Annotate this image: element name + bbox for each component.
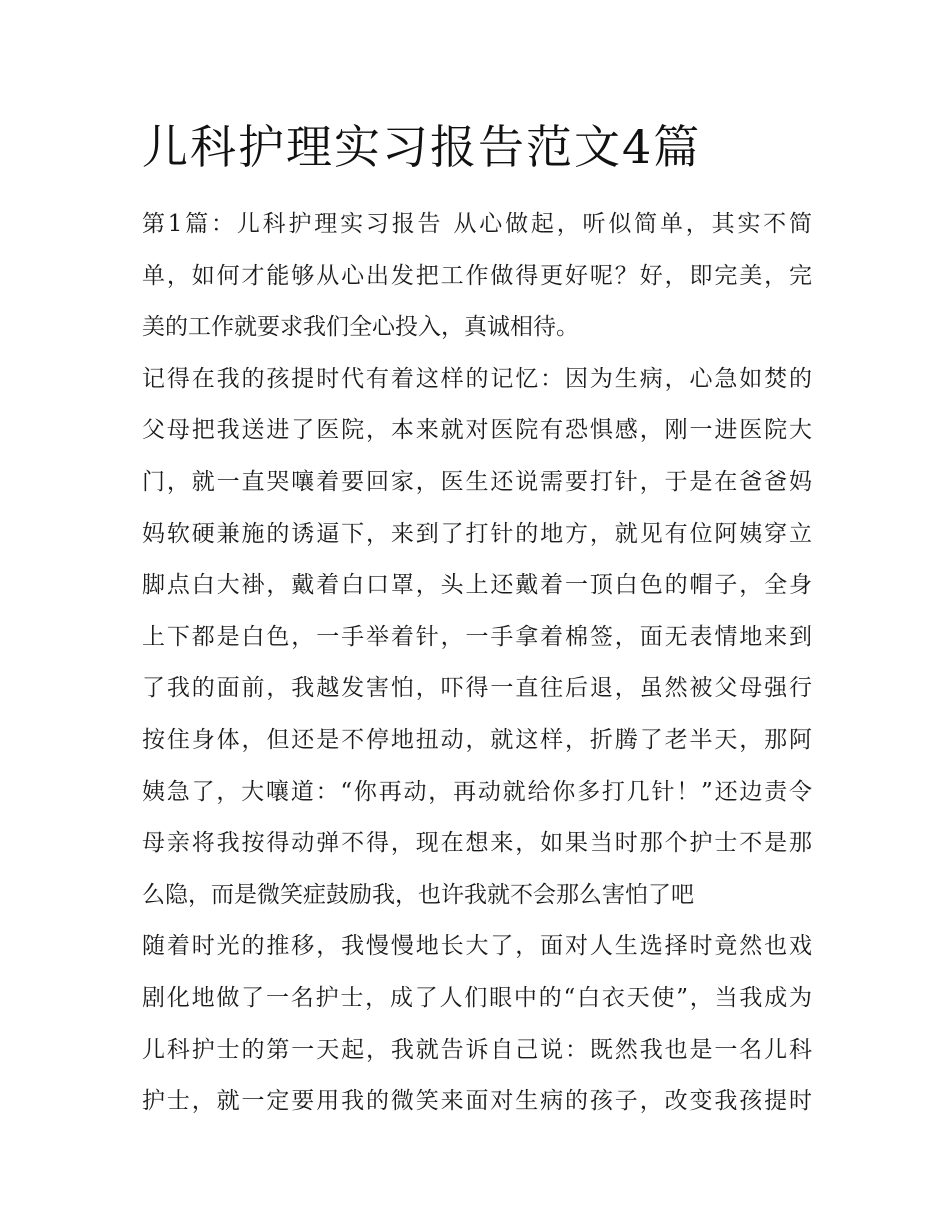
text-line: 姨急了，大嚷道：“你再动，再动就给你多打几针！”还边责令: [142, 778, 812, 805]
text-line: 上下都是白色，一手举着针，一手拿着棉签，面无表情地来到: [142, 623, 812, 650]
text-line: 妈软硬兼施的诱逼下，来到了打针的地方，就见有位阿姨穿立: [142, 520, 812, 547]
text-line: 脚点白大褂，戴着白口罩，头上还戴着一顶白色的帽子，全身: [142, 572, 812, 599]
text-line: 父母把我送进了医院，本来就对医院有恐惧感，刚一进医院大: [142, 417, 812, 444]
text-line: 剧化地做了一名护士，成了人们眼中的“白衣天使”，当我成为: [142, 984, 812, 1011]
text-line: 么隐，而是微笑症鼓励我，也许我就不会那么害怕了吧: [142, 881, 694, 908]
paragraph-3: [142, 921, 812, 1127]
document-body: [142, 199, 812, 1128]
text-line: 美的工作就要求我们全心投入，真诚相待。: [142, 314, 579, 341]
text-line: 按住身体，但还是不停地扭动，就这样，折腾了老半天，那阿: [142, 726, 812, 753]
text-line: 单，如何才能够从心出发把工作做得更好呢？好，即完美，完: [142, 262, 812, 289]
paragraph-2: [142, 354, 812, 922]
text-line: 第1篇：儿科护理实习报告 从心做起，听似简单，其实不简: [142, 211, 812, 237]
text-line: 门，就一直哭嚷着要回家，医生还说需要打针，于是在爸爸妈: [142, 468, 812, 495]
text-line: 随着时光的推移，我慢慢地长大了，面对人生选择时竟然也戏: [142, 933, 812, 960]
text-line: 了我的面前，我越发害怕，吓得一直往后退，虽然被父母强行: [142, 675, 812, 702]
text-line: 护士，就一定要用我的微笑来面对生病的孩子，改变我孩提时: [142, 1088, 812, 1115]
document-title: 儿科护理实习报告范文4篇: [142, 120, 702, 174]
text-line: 记得在我的孩提时代有着这样的记忆：因为生病，心急如焚的: [142, 365, 812, 392]
text-line: 母亲将我按得动弹不得，现在想来，如果当时那个护士不是那: [142, 830, 812, 857]
paragraph-1: [142, 199, 812, 354]
text-line: 儿科护士的第一天起，我就告诉自己说：既然我也是一名儿科: [142, 1036, 812, 1063]
